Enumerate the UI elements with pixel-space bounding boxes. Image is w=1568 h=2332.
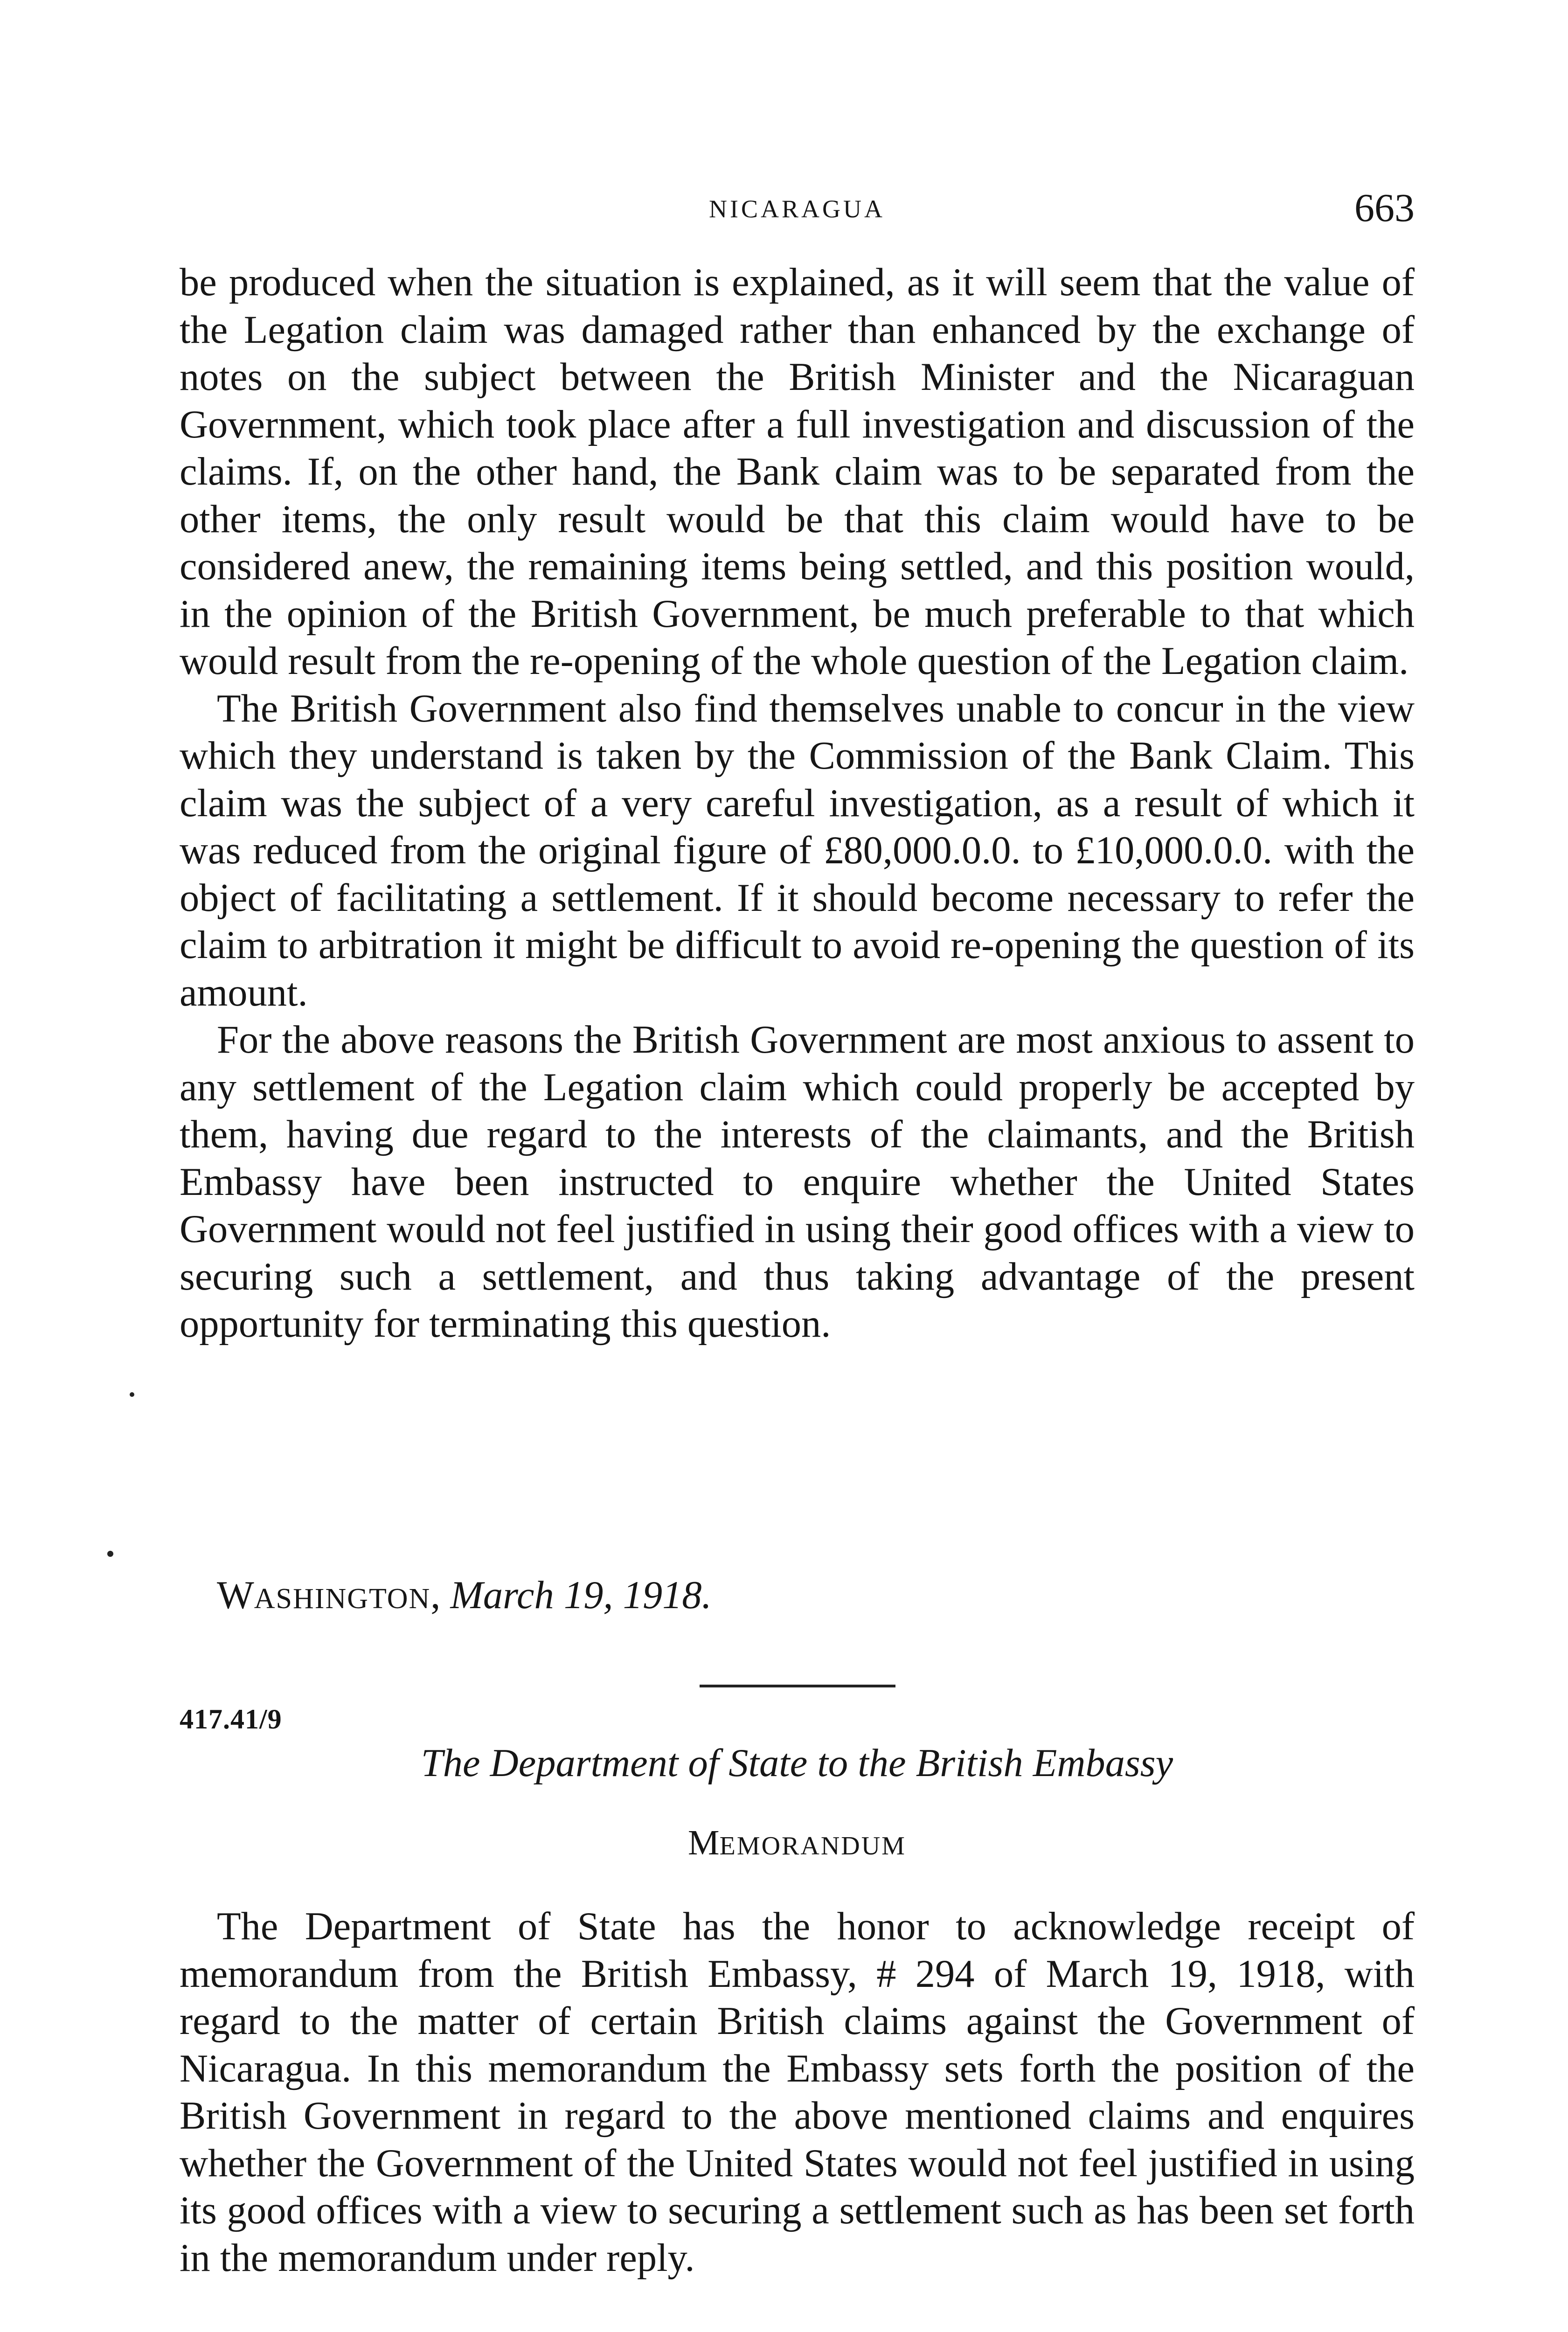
- section-divider: [700, 1685, 895, 1687]
- reply-memorandum-text: [180, 1903, 1415, 2282]
- continued-memorandum-text: [180, 259, 1415, 1348]
- signature-place-rest: ASHINGTON: [254, 1583, 431, 1615]
- running-title: NICARAGUA: [709, 195, 885, 223]
- document-heading: The Department of State to the British Embassy: [421, 1742, 1173, 1785]
- file-number: 417.41/9: [180, 1704, 282, 1735]
- memorandum-label-initial: M: [688, 1823, 720, 1862]
- running-header: [180, 184, 1415, 236]
- memorandum-label-rest: EMORANDUM: [719, 1832, 906, 1860]
- margin-mark: [130, 1392, 134, 1397]
- paragraph-acknowledgement: The Department of State has the honor to acknowledge receipt of memorandum from the British Embassy, # 294 of March 19, 1918, with regard to the matter of certain British claims against the Government of Nicaragua. In this memorandum the Embassy sets forth the position of the British Government in regard to the above mentioned claims and enquires whether the Government of the United States would not feel justified in using its good offices with a view to securing a settlement such as has been set forth in the memorandum under reply.: [180, 1905, 1415, 2280]
- signature-place-initial: W: [217, 1574, 254, 1617]
- signature-line: WASHINGTON, March 19, 1918.: [217, 1574, 712, 1617]
- margin-mark: [107, 1551, 113, 1557]
- signature-date: March 19, 1918.: [450, 1574, 712, 1617]
- paragraph-request-good-offices: For the above reasons the British Government are most anxious to assent to any settlement of the Legation claim which could properly be accepted by them, having due regard to the interests of the claimants, and the British Embassy have been instructed to enquire whether the United States Government would not feel justified in using their good offices with a view to securing such a settlement, and thus taking advantage of the present opportunity for terminating this question.: [180, 1018, 1415, 1346]
- page-number: 663: [1354, 185, 1415, 230]
- paragraph-continued: be produced when the situation is explained, as it will seem that the value of the Legation claim was damaged rather than enhanced by the exchange of notes on the subject between the British Minister and the Nicaraguan Government, which took place after a full investigation and discussion of the claims. If, on the other hand, the Bank claim was to be separated from the other items, the only result would be that this claim would have to be considered anew, the remaining items being settled, and this position would, in the opinion of the British Government, be much preferable to that which would result from the re-opening of the whole question of the Legation claim.: [180, 261, 1415, 683]
- memorandum-label: [180, 1823, 1415, 1863]
- paragraph-bank-claim: The British Government also find themselves unable to concur in the view which they understand is taken by the Commission of the Bank Claim. This claim was the subject of a very careful investigation, as a result of which it was reduced from the original figure of £80,000.0.0. to £10,000.0.0. with the object of facilitating a settlement. If it should become necessary to refer the claim to arbitration it might be difficult to avoid re-opening the question of its amount.: [180, 687, 1415, 1014]
